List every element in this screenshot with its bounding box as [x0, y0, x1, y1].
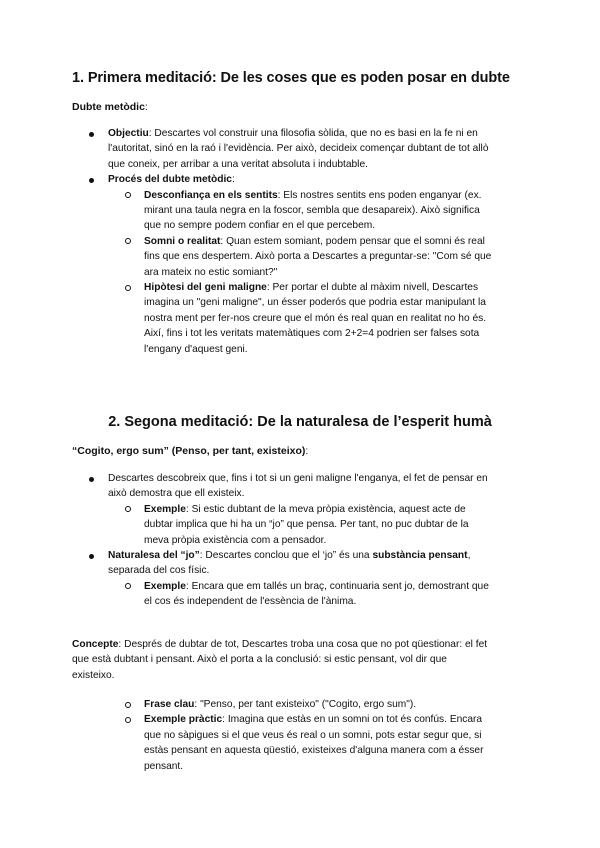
- sublist-item-geni: Hipòtesi del geni maligne: Per portar el dubte al màxim nivell, Descartes imagina un "geni maligne", un ésser poderós que podria estar manipulant la nostra ment per fer-nos creure que el món és real quan en realitat no ho és. Així, fins i tot les veritats matemàtiques com 2+2=4 podrien ser falses sota l'engany d'aquest geni.: [108, 280, 552, 357]
- list-item-naturalesa: Naturalesa del “jo”: Descartes conclou que el ‘jo” és una substància pensant, separada del cos físic. Exemple: Encara que em tallés un braç, continuaria sent jo, demostrant que el cos és independent de l'essència de l'ànima.: [72, 548, 552, 610]
- section1-subtitle: Dubte metòdic:: [72, 101, 148, 113]
- section2-list: [72, 471, 552, 610]
- section1-heading: 1. Primera meditació: De les coses que es poden posar en dubte: [72, 70, 510, 86]
- dubte-metodic-label: Dubte metòdic: [72, 101, 145, 113]
- concepte-paragraph: Concepte: Després de dubtar de tot, Descartes troba una cosa que no pot qüestionar: el fet que està dubtant i pensant. Això el porta a la conclusió: si estic pensant, vol dir que existeixo.: [72, 639, 488, 681]
- sublist-item-exemple1: Exemple: Si estic dubtant de la meva pròpia existència, aquest acte de dubtar implica que hi ha un “jo” que pensa. Per tant, no puc dubtar de la meva pròpia existència com a pensador.: [108, 502, 552, 548]
- list-item-proces: Procés del dubte metòdic: Desconfiança en els sentits: Els nostres sentits ens poden enganyar (ex. mirant una taula negra en la foscor, sembla que desapareix). Això significa que no sempre podem confiar en el que percebem. Somni o realitat: Quan estem somiant, podem pensar que el somni és real fins que ens despertem. Això porta a Descartes a preguntar-se: "Com sé que ara mateix no estic somiant?" Hipòtesi del geni maligne: Per portar el dubte al màxim nivell, Descartes imagina un "geni maligne", un ésser poderós que podria estar manipulant la nostra ment per fer-nos creure que el món és real quan en realitat no ho és. Així, fins i tot les veritats matemàtiques com 2+2=4 podrien ser falses sota l'engany d'aquest geni.: [72, 172, 552, 357]
- section2-subtitle: “Cogito, ergo sum” (Penso, per tant, existeixo):: [72, 445, 309, 457]
- section1-list: [72, 126, 552, 357]
- sublist-item-exemple-practic: Exemple pràctic: Imagina que estàs en un somni on tot és confús. Encara que no sàpigues si el que veus és real o un somni, pots estar segur que, si estàs pensant en aquesta qüestió, existeixes d'alguna manera com a ésser pensant.: [108, 712, 558, 774]
- list-item-descobreix: Descartes descobreix que, fins i tot si un geni maligne l'enganya, el fet de pensar en això demostra que ell existeix. Exemple: Si estic dubtant de la meva pròpia existència, aquest acte de dubtar implica que hi ha un “jo” que pensa. Per tant, no puc dubtar de la meva pròpia existència com a pensador.: [72, 471, 552, 548]
- sublist-item-somni: Somni o realitat: Quan estem somiant, podem pensar que el somni és real fins que ens despertem. Això porta a Descartes a preguntar-se: "Com sé que ara mateix no estic somiant?": [108, 234, 552, 280]
- section2-heading: 2. Segona meditació: De la naturalesa de l’esperit humà: [108, 414, 492, 430]
- cogito-label: “Cogito, ergo sum” (Penso, per tant, existeixo): [72, 445, 306, 457]
- sublist-item-desconfianca: Desconfiança en els sentits: Els nostres sentits ens poden enganyar (ex. mirant una taula negra en la foscor, sembla que desapareix). Això significa que no sempre podem confiar en el que percebem.: [108, 188, 552, 234]
- concepte-sublist: [108, 697, 558, 774]
- sublist-item-frase-clau: Frase clau: "Penso, per tant existeixo" ("Cogito, ergo sum").: [108, 697, 558, 712]
- list-item-objectiu: Objectiu: Descartes vol construir una filosofia sòlida, que no es basi en la fe ni en l'autoritat, sinó en la raó i l'evidència. Per això, decideix començar dubtant de tot allò que coneix, per arribar a una veritat absoluta i indubtable.: [72, 126, 552, 172]
- sublist-item-exemple2: Exemple: Encara que em tallés un braç, continuaria sent jo, demostrant que el cos és independent de l'essència de l'ànima.: [108, 579, 552, 610]
